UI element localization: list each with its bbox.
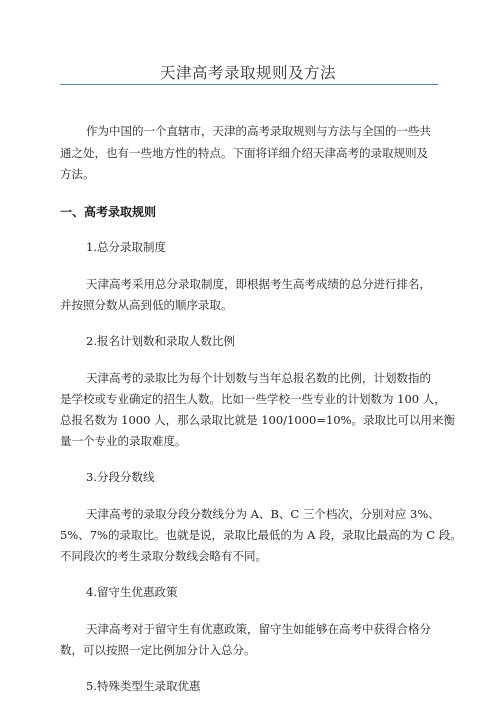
title-underline	[60, 84, 438, 85]
item-heading: 1.总分录取制度	[86, 240, 166, 254]
section-heading: 一、高考录取规则	[60, 205, 157, 219]
intro-line: 作为中国的一个直辖市，天津的高考录取规则与方法与全国的一些共	[86, 124, 431, 138]
intro-line: 方法。	[60, 167, 95, 181]
item-heading: 3.分段分数线	[86, 470, 155, 484]
item-text-line: 总报名数为 1000 人，那么录取比就是 100/1000=10%。录取比可以用来衡	[60, 413, 456, 427]
item-text-line: 量一个专业的录取难度。	[60, 434, 187, 448]
intro-line: 通之处，也有一些地方性的特点。下面将详细介绍天津高考的录取规则及	[60, 146, 428, 160]
item-text-line: 并按照分数从高到低的顺序录取。	[60, 298, 233, 312]
item-text-line: 数，可以按照一定比例加分计入总分。	[60, 643, 256, 657]
item-heading: 5.特殊类型生录取优惠	[86, 679, 201, 693]
item-text-line: 天津高考采用总分录取制度，即根据考生高考成绩的总分进行排名，	[86, 277, 431, 291]
item-text-line: 不同段次的考生录取分数线会略有不同。	[60, 549, 267, 563]
item-text-line: 5%、7%的录取比。也就是说，录取比最低的为 A 段，录取比最高的为 C 段。	[60, 528, 462, 542]
item-text-line: 天津高考的录取分段分数线分为 A、B、C 三个档次，分别对应 3%、	[86, 507, 440, 521]
item-text-line: 天津高考的录取比为每个计划数与当年总报名数的比例，计划数指的	[86, 371, 431, 385]
document-title: 天津高考录取规则及方法	[159, 64, 336, 82]
item-text-line: 是学校或专业确定的招生人数。比如一些学校一些专业的计划数为 100 人，	[60, 392, 446, 406]
item-heading: 2.报名计划数和录取人数比例	[86, 334, 235, 348]
item-text-line: 天津高考对于留守生有优惠政策，留守生如能够在高考中获得合格分	[86, 622, 431, 636]
item-heading: 4.留守生优惠政策	[86, 585, 178, 599]
